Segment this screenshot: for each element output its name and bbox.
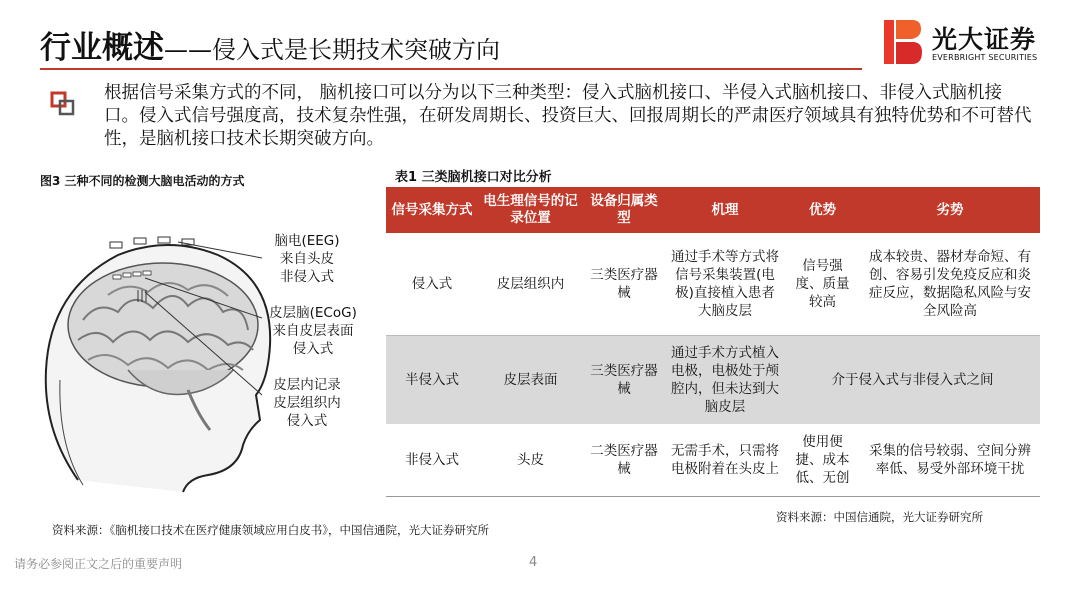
- col-header: 机理: [665, 187, 785, 233]
- page-title-main: 行业概述: [40, 30, 164, 66]
- col-header: 信号采集方式: [386, 187, 478, 233]
- table-cell: 半侵入式: [386, 336, 478, 425]
- table-cell: 二类医疗器械: [583, 424, 665, 497]
- col-header: 优势: [785, 187, 860, 233]
- table-cell: 三类医疗器械: [583, 336, 665, 425]
- table-cell: 侵入式: [386, 233, 478, 336]
- col-header: 劣势: [860, 187, 1040, 233]
- table-cell: 通过手术等方式将信号采集装置(电极)直接植入患者大脑皮层: [665, 233, 785, 336]
- table-cell: 使用便捷、成本低、无创: [785, 424, 860, 497]
- table-cell: 皮层表面: [478, 336, 583, 425]
- table-cell: 成本较贵、器材寿命短、有创、容易引发免疫反应和炎症反应，数据隐私风险与安全风险高: [860, 233, 1040, 336]
- col-header: 设备归属类型: [583, 187, 665, 233]
- table-cell: 采集的信号较弱、空间分辨率低、易受外部环境干扰: [860, 424, 1040, 497]
- intro-paragraph: 根据信号采集方式的不同， 脑机接口可以分为以下三种类型：侵入式脑机接口、半侵入式脑机接口、非侵入式脑机接口。侵入式信号强度高，技术复杂性强，在研发周期长、投资巨大、回报周期长的严肃医疗领域具有独特优势和不可替代性，是脑机接口技术长期突破方向。: [104, 83, 1032, 149]
- table-title: 表1 三类脑机接口对比分析: [395, 170, 552, 185]
- brain-head-illustration: [38, 230, 278, 495]
- label-ecog: 皮层脑(ECoG) 来自皮层表面 侵入式: [269, 305, 357, 357]
- logo-text-en: EVERBRIGHT SECURITIES: [932, 53, 1038, 62]
- table-row: [386, 424, 1040, 497]
- page-title: [40, 22, 500, 67]
- footer-disclaimer: 请务必参阅正文之后的重要声明: [14, 557, 183, 571]
- table-cell: 皮层组织内: [478, 233, 583, 336]
- table-cell: 非侵入式: [386, 424, 478, 497]
- table-cell-merged: 介于侵入式与非侵入式之间: [785, 336, 1040, 425]
- label-eeg: 脑电(EEG) 来自头皮 非侵入式: [274, 233, 340, 285]
- figure-title: 图3 三种不同的检测大脑电活动的方式: [40, 174, 245, 188]
- everbright-logo-icon: [884, 20, 922, 64]
- table-cell: 三类医疗器械: [583, 233, 665, 336]
- table-row: [386, 336, 1040, 425]
- table-source: 资料来源：中国信通院，光大证券研究所: [776, 510, 983, 524]
- page-title-sub: ——侵入式是长期技术突破方向: [164, 36, 500, 64]
- table-cell: 通过手术方式植入电极，电极处于颅腔内，但未达到大脑皮层: [665, 336, 785, 425]
- table-cell: 头皮: [478, 424, 583, 497]
- table-row: [386, 233, 1040, 336]
- table-cell: 信号强度、质量较高: [785, 233, 860, 336]
- page-number: 4: [529, 555, 538, 570]
- comparison-table: [386, 187, 1040, 497]
- logo-text-cn: 光大证券: [932, 25, 1037, 54]
- company-logo: [884, 18, 1054, 68]
- table-cell: 无需手术，只需将电极附着在头皮上: [665, 424, 785, 497]
- figure-source: 资料来源：《脑机接口技术在医疗健康领域应用白皮书》，中国信通院，光大证券研究所: [52, 523, 489, 537]
- table-header-row: [386, 187, 1040, 233]
- label-intracortical: 皮层内记录 皮层组织内 侵入式: [273, 377, 341, 429]
- bullet-square-icon: [50, 91, 76, 117]
- col-header: 电生理信号的记录位置: [478, 187, 583, 233]
- title-divider: [40, 68, 862, 70]
